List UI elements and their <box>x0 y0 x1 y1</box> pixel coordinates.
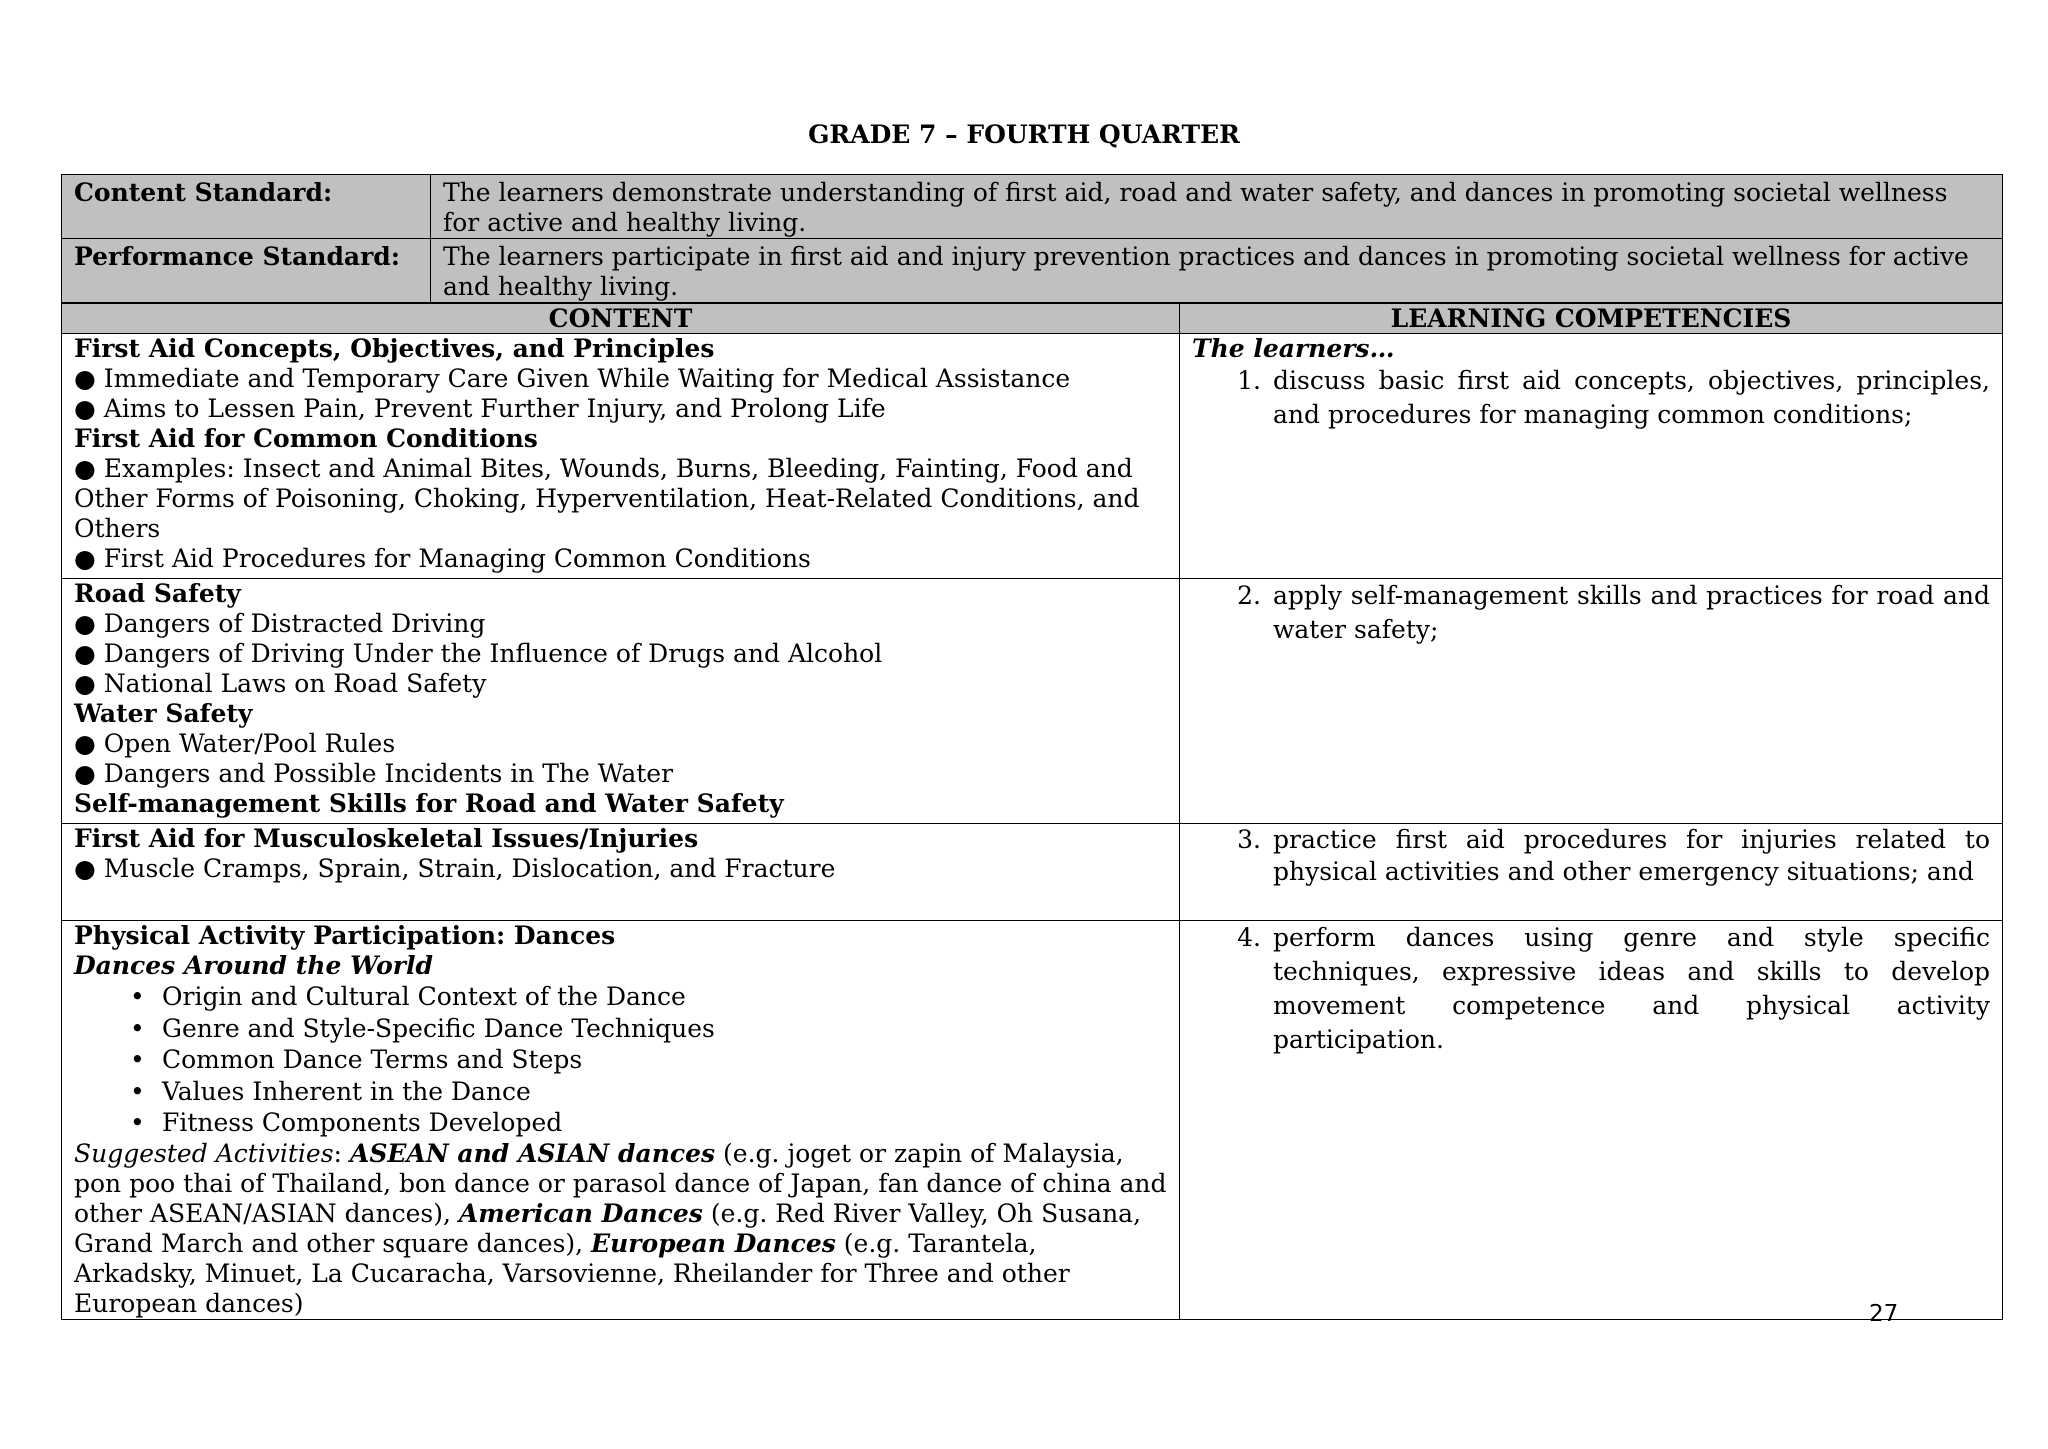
european-label: European Dances <box>591 1228 836 1258</box>
row-heading: Self-management Skills for Road and Water Safety <box>74 789 784 818</box>
competency-cell <box>1180 579 2003 824</box>
asean-label: ASEAN and ASIAN dances <box>349 1138 716 1168</box>
performance-standard-row <box>62 239 2003 303</box>
list-item: ● Aims to Lessen Pain, Prevent Further Injury, and Prolong Life <box>74 394 886 423</box>
page-number: 27 <box>1869 1301 1899 1327</box>
competency-number: 1. <box>1237 366 1261 395</box>
list-item: • Common Dance Terms and Steps <box>130 1044 1167 1076</box>
standards-table <box>61 174 2003 303</box>
suggested-activities <box>74 1139 1167 1319</box>
content-standard-label: Content Standard: <box>62 175 431 239</box>
competency-item <box>1192 921 1990 1057</box>
competency-text: perform dances using genre and style specific techniques, expressive ideas and skills to develop movement competence and physical activity participation. <box>1273 923 1990 1054</box>
competency-number: 3. <box>1237 825 1261 854</box>
competencies-header: LEARNING COMPETENCIES <box>1180 304 2003 334</box>
row-heading: Water Safety <box>74 699 253 728</box>
curriculum-table <box>61 303 2003 1320</box>
list-item: ● Dangers of Driving Under the Influence of Drugs and Alcohol <box>74 639 883 668</box>
suggested-label: Suggested Activities <box>74 1138 334 1168</box>
row-subheading: Dances Around the World <box>74 951 433 980</box>
table-row <box>62 921 2003 1320</box>
competency-item <box>1192 824 1990 887</box>
content-cell <box>62 579 1180 824</box>
row-heading: First Aid for Common Conditions <box>74 424 538 453</box>
list-item: • Origin and Cultural Context of the Dance <box>130 981 1167 1013</box>
list-item: ● Dangers and Possible Incidents in The Water <box>74 759 674 788</box>
asean-text: (e.g. joget or zapin of Malaysia, pon poo thai of Thailand, bon dance or parasol dance of Japan, fan dance of china and other ASEAN/ASIAN dances), <box>74 1138 1167 1228</box>
row-heading: Physical Activity Participation: Dances <box>74 921 616 950</box>
table-row <box>62 824 2003 921</box>
competency-item <box>1192 579 1990 647</box>
content-cell <box>62 921 1180 1320</box>
dance-topics-list <box>74 981 1167 1139</box>
list-item: ● Dangers of Distracted Driving <box>74 609 486 638</box>
list-item: ● Immediate and Temporary Care Given While Waiting for Medical Assistance <box>74 364 1071 393</box>
competency-cell <box>1180 824 2003 921</box>
row-heading: First Aid Concepts, Objectives, and Principles <box>74 334 715 363</box>
competency-cell <box>1180 921 2003 1320</box>
list-item: ● Open Water/Pool Rules <box>74 729 396 758</box>
content-cell <box>62 824 1180 921</box>
content-standard-text: The learners demonstrate understanding of first aid, road and water safety, and dances in promoting societal wellness for active and healthy living. <box>431 175 2003 239</box>
competency-text: discuss basic first aid concepts, objectives, principles, and procedures for managing common conditions; <box>1273 366 1990 429</box>
row-heading: Road Safety <box>74 579 241 608</box>
american-label: American Dances <box>458 1198 703 1228</box>
list-item: ● Examples: Insect and Animal Bites, Wounds, Burns, Bleeding, Fainting, Food and Other Forms of Poisoning, Choking, Hyperventilation, Heat-Related Conditions, and Others <box>74 454 1140 543</box>
list-item: ● Muscle Cramps, Sprain, Strain, Dislocation, and Fracture <box>74 854 836 883</box>
content-standard-row <box>62 175 2003 239</box>
list-item: • Fitness Components Developed <box>130 1107 1167 1139</box>
list-item: ● First Aid Procedures for Managing Common Conditions <box>74 544 811 573</box>
content-header: CONTENT <box>62 304 1180 334</box>
table-row <box>62 334 2003 579</box>
content-cell <box>62 334 1180 579</box>
list-item: • Values Inherent in the Dance <box>130 1076 1167 1108</box>
competency-number: 4. <box>1237 923 1261 952</box>
european-text: (e.g. Tarantela, Arkadsky, Minuet, La Cucaracha, Varsovienne, Rheilander for Three and other European dances) <box>74 1228 1070 1318</box>
american-text: (e.g. Red River Valley, Oh Susana, Grand March and other square dances), <box>74 1198 1142 1258</box>
learners-label: The learners… <box>1192 334 1395 363</box>
competency-item <box>1192 364 1990 432</box>
page-title: GRADE 7 – FOURTH QUARTER <box>808 120 1240 149</box>
suggested-colon: : <box>333 1138 350 1168</box>
competency-number: 2. <box>1237 581 1261 610</box>
competency-cell <box>1180 334 2003 579</box>
competency-text: apply self-management skills and practices for road and water safety; <box>1273 581 1990 644</box>
list-item: • Genre and Style-Specific Dance Techniques <box>130 1013 1167 1045</box>
table-row <box>62 579 2003 824</box>
row-heading: First Aid for Musculoskeletal Issues/Injuries <box>74 824 699 853</box>
performance-standard-text: The learners participate in first aid and injury prevention practices and dances in promoting societal wellness for active and healthy living. <box>431 239 2003 303</box>
list-item: ● National Laws on Road Safety <box>74 669 487 698</box>
competency-text: practice first aid procedures for injuries related to physical activities and other emergency situations; and <box>1273 825 1990 886</box>
performance-standard-label: Performance Standard: <box>62 239 431 303</box>
header-row <box>62 304 2003 334</box>
